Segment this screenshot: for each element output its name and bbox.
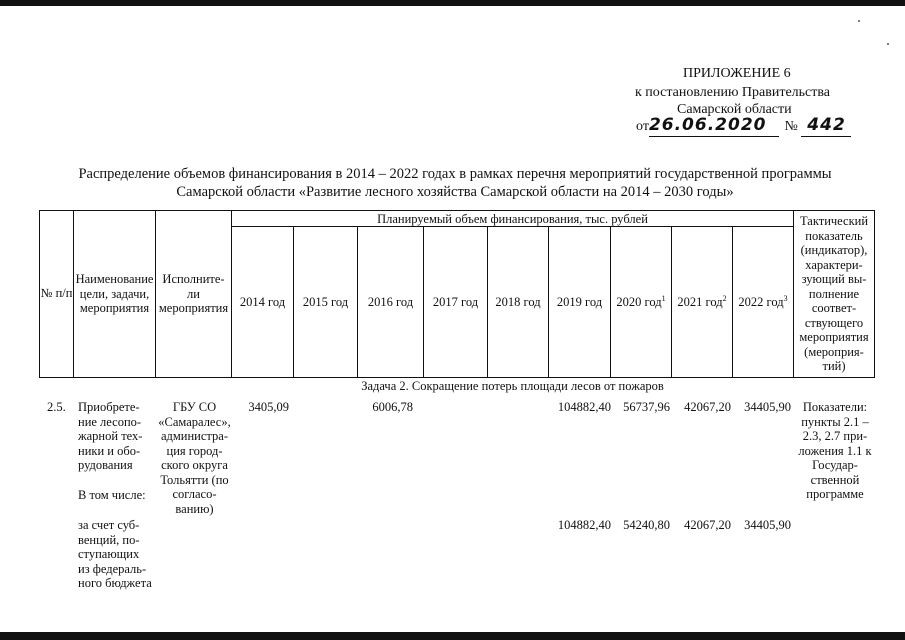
row-value-2021: 42067,20 [684,518,731,532]
row-value-2020: 56737,96 [623,400,670,414]
row-name: за счет суб-венций, по-ступающих из федераль-ного бюджета [78,518,152,590]
header-year-2022: 2022 год$^3$ [738,293,788,309]
header-bottom-line [39,377,874,378]
scan-speck [887,43,889,45]
header-num: № п/п [40,286,73,300]
document-title-line-2: Самарской области «Развитие лесного хозяйства Самарской области на 2014 – 2030 годы» [176,184,734,200]
number-prefix: № [784,119,798,134]
header-year-2017: 2017 год [432,295,479,309]
annex-title: ПРИЛОЖЕНИЕ 6 [683,66,791,81]
document-title-line-1: Распределение объемов финансирования в 2014 – 2022 годах в рамках перечня мероприятий государственной программы [78,166,832,182]
row-value-2016: 6006,78 [372,400,413,414]
row-value-2014: 3405,09 [248,400,289,414]
task-row: Задача 2. Сокращение потерь площади лесов от пожаров [361,379,664,393]
header-executor: Исполните-ли мероприятия [158,272,229,315]
row-including: В том числе: [78,488,146,502]
date-prefix: от [636,119,649,134]
header-year-2021: 2021 год$^2$ [677,293,727,309]
scan-speck [858,20,860,22]
header-indicator: Тактический показатель (индикатор), характери-зующий вы-полнение соответ-ствующего мероприятия (мероприя-тий) [799,214,869,373]
row-value-2019: 104882,40 [557,400,611,414]
annex-date-row [636,116,851,137]
col-border [231,210,232,378]
row-num: 2.5. [47,400,66,414]
handwritten-number: 442 [807,115,846,135]
header-year-2015: 2015 год [302,295,349,309]
row-indicator: Показатели: пункты 2.1 – 2.3, 2.7 при-ложения 1.1 к Государ-ственной программе [798,400,872,501]
header-planned: Планируемый объем финансирования, тыс. рублей [377,212,648,226]
table-top-line [39,210,874,211]
annex-line-2: к постановлению Правительства [635,85,831,100]
header-year-2014: 2014 год [239,295,286,309]
header-year-2020: 2020 год$^1$ [616,293,666,309]
row-executor: ГБУ СО «Самаралес», администра-ция город-ского округа Тольятти (по согласо-ванию) [158,400,231,516]
annex-line-3: Самарской области [677,102,792,117]
document-title [60,165,850,201]
row-value-2021: 42067,20 [684,400,731,414]
header-year-2019: 2019 год [556,295,603,309]
header-year-2016: 2016 год [367,295,414,309]
scan-top-border [0,0,905,6]
row-value-2022: 34405,90 [744,518,791,532]
header-year-2018: 2018 год [495,295,541,309]
row-value-2020: 54240,80 [623,518,670,532]
header-name: Наименование цели, задачи, мероприятия [75,272,154,315]
row-value-2022: 34405,90 [744,400,791,414]
col-border [793,210,794,378]
row-value-2019: 104882,40 [557,518,611,532]
row-name: Приобрете-ние лесопо-жарной тех-ники и обо-рудования [78,400,143,472]
scan-bottom-border [0,632,905,640]
col-border [874,210,875,378]
handwritten-date: 26.06.2020 [648,115,767,135]
